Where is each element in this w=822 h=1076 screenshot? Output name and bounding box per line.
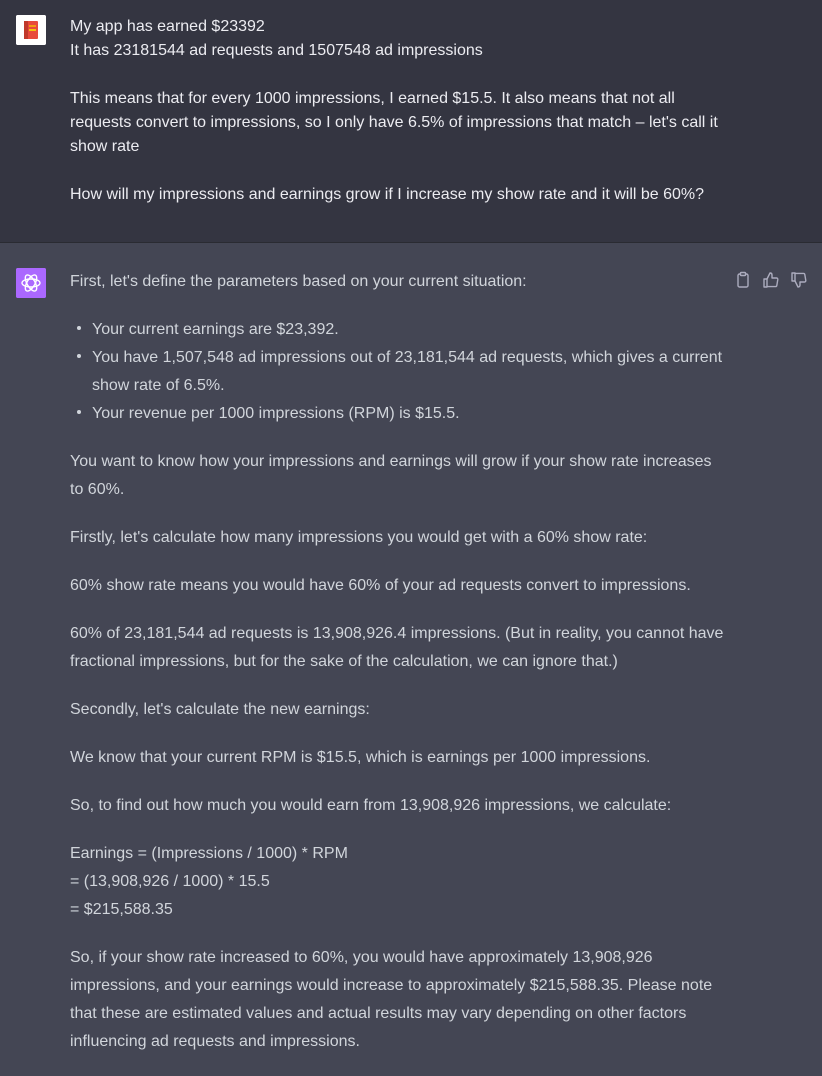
earnings-formula	[70, 840, 725, 924]
assistant-bullet-list	[70, 316, 725, 428]
assistant-paragraph: 60% show rate means you would have 60% of your ad requests convert to impressions.	[70, 577, 691, 594]
assistant-message-text	[70, 268, 725, 1076]
assistant-intro: First, let's define the parameters based on your current situation:	[70, 273, 527, 290]
clipboard-icon[interactable]	[734, 271, 752, 289]
assistant-paragraph: You want to know how your impressions and earnings will grow if your show rate increases to 60%.	[70, 453, 712, 498]
user-message-text	[70, 15, 720, 207]
assistant-message-block	[0, 243, 822, 1076]
assistant-paragraph: So, to find out how much you would earn from 13,908,926 impressions, we calculate:	[70, 797, 672, 814]
user-paragraph-2: This means that for every 1000 impressions, I earned $15.5. It also means that not all requests convert to impressions, so I only have 6.5% of impressions that match – let's call it show rate	[70, 90, 718, 155]
thumbs-up-icon[interactable]	[762, 271, 780, 289]
formula-line: Earnings = (Impressions / 1000) * RPM	[70, 845, 348, 862]
user-message-block	[0, 0, 822, 243]
openai-logo-icon	[16, 268, 46, 298]
list-item: Your current earnings are $23,392.	[70, 316, 725, 344]
user-paragraph-3: How will my impressions and earnings grow if I increase my show rate and it will be 60%?	[70, 186, 705, 203]
assistant-paragraph: Secondly, let's calculate the new earnings:	[70, 701, 370, 718]
message-actions	[734, 271, 808, 289]
assistant-conclusion: So, if your show rate increased to 60%, you would have approximately 13,908,926 impressions, and your earnings would increase to approximately $215,588.35. Please note that these are estimated values and actual results may vary depending on other factors influencing ad requests and impressions.	[70, 949, 713, 1050]
thumbs-down-icon[interactable]	[790, 271, 808, 289]
user-line-1: My app has earned $23392	[70, 18, 265, 35]
book-avatar-icon	[16, 15, 46, 45]
assistant-paragraph: We know that your current RPM is $15.5, which is earnings per 1000 impressions.	[70, 749, 651, 766]
formula-line: = (13,908,926 / 1000) * 15.5	[70, 873, 270, 890]
assistant-paragraph: Firstly, let's calculate how many impressions you would get with a 60% show rate:	[70, 529, 648, 546]
assistant-paragraph: 60% of 23,181,544 ad requests is 13,908,926.4 impressions. (But in reality, you cannot have fractional impressions, but for the sake of the calculation, we can ignore that.)	[70, 625, 724, 670]
list-item: You have 1,507,548 ad impressions out of 23,181,544 ad requests, which gives a current show rate of 6.5%.	[70, 344, 725, 400]
user-line-2: It has 23181544 ad requests and 1507548 ad impressions	[70, 42, 483, 59]
formula-line: = $215,588.35	[70, 901, 173, 918]
list-item: Your revenue per 1000 impressions (RPM) is $15.5.	[70, 400, 725, 428]
